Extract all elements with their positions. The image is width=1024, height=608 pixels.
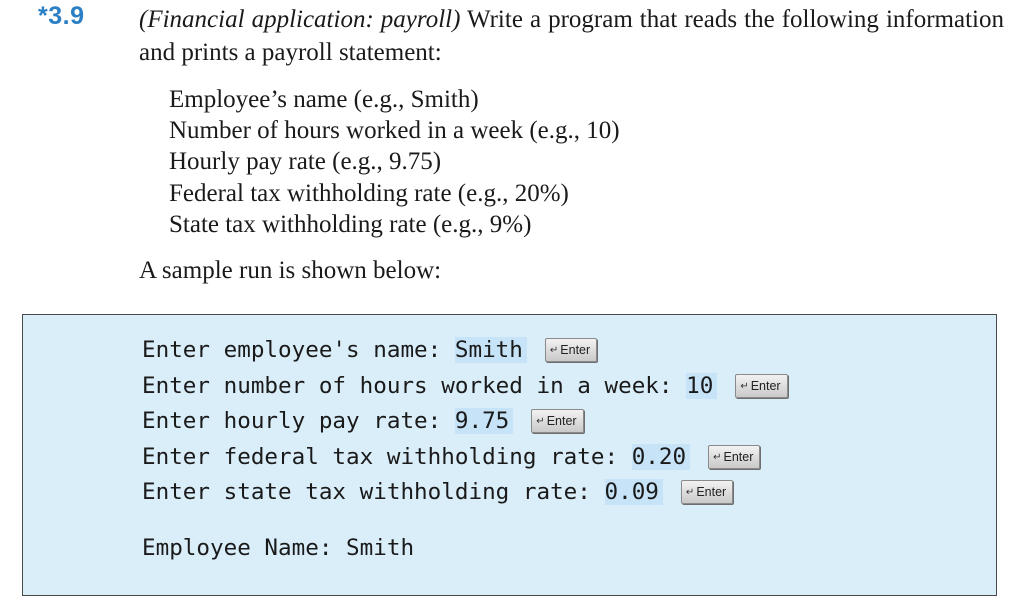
enter-key-label: Enter (750, 379, 781, 393)
console-prompt-line (142, 406, 584, 436)
enter-key-label: Enter (546, 414, 577, 428)
prompt-text: Enter number of hours worked in a week: (142, 373, 687, 399)
prompt-text: Enter state tax withholding rate: (142, 479, 605, 505)
info-item: Federal tax withholding rate (e.g., 20%) (169, 179, 569, 207)
info-item: Number of hours worked in a week (e.g., 10) (169, 117, 620, 145)
user-input: 0.20 (632, 444, 690, 470)
exercise-statement: Write a program that reads the following information and prints a payroll statement: (139, 6, 1004, 66)
enter-key (545, 338, 597, 362)
user-input: 10 (686, 373, 717, 399)
user-input: 0.09 (605, 479, 663, 505)
enter-key (735, 374, 787, 398)
console-prompt-line (142, 442, 760, 472)
user-input: 9.75 (455, 408, 513, 434)
info-list (169, 84, 620, 240)
console-prompt-line (142, 371, 788, 401)
exercise-number: *3.9 (38, 2, 85, 30)
info-item: Hourly pay rate (e.g., 9.75) (169, 148, 442, 176)
enter-key-label: Enter (723, 450, 754, 464)
sample-run-intro: A sample run is shown below: (139, 257, 442, 284)
enter-key-label: Enter (696, 485, 727, 499)
prompt-text: Enter hourly pay rate: (142, 408, 455, 434)
prompt-text: Enter federal tax withholding rate: (142, 444, 632, 470)
enter-key (531, 409, 583, 433)
return-arrow-icon: ↵ (536, 415, 545, 427)
return-arrow-icon: ↵ (713, 451, 722, 463)
return-arrow-icon: ↵ (549, 344, 559, 356)
console-prompt-line (142, 477, 733, 507)
enter-key (681, 480, 733, 504)
prompt-text: Enter employee's name: (142, 337, 455, 363)
problem-statement (139, 3, 1004, 69)
info-item: State tax withholding rate (e.g., 9%) (169, 210, 532, 238)
user-input: Smith (455, 337, 527, 363)
return-arrow-icon: ↵ (685, 486, 695, 498)
return-arrow-icon: ↵ (740, 380, 749, 392)
enter-key (708, 445, 760, 469)
enter-key-label: Enter (560, 343, 591, 357)
exercise-topic: (Financial application: payroll) (139, 6, 461, 33)
console-prompt-line (142, 335, 597, 365)
console-output-line: Employee Name: Smith (142, 535, 415, 561)
info-item: Employee’s name (e.g., Smith) (169, 86, 479, 113)
